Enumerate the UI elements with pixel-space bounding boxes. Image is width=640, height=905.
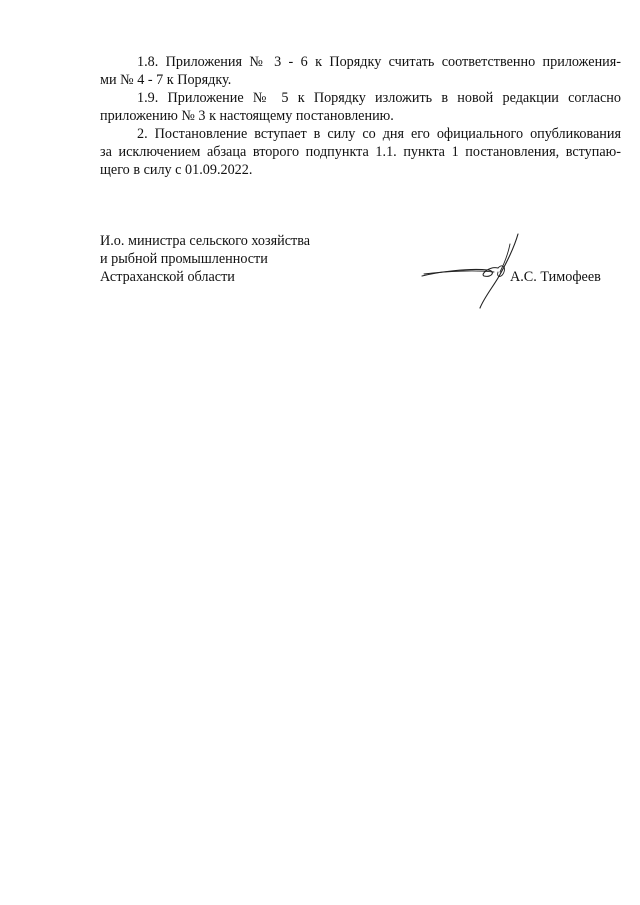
paragraph-3-line-3: щего в силу с 01.09.2022. [100,162,253,178]
signer-position-line-1: И.о. министра сельского хозяйства [100,233,311,249]
paragraph-3-line-1: 2. Постановление вступает в силу со дня его официального опубликования [137,126,621,142]
paragraph-2-line-1: 1.9. Приложение № 5 к Порядку изложить в новой редакции согласно [137,90,621,106]
paragraph-1-line-1: 1.8. Приложения № 3 - 6 к Порядку считать соответственно приложения- [137,54,621,70]
paragraph-2-line-2: приложению № 3 к настоящему постановлению. [100,108,394,124]
paragraph-1-line-2: ми № 4 - 7 к Порядку. [100,72,232,88]
paragraph-3-line-2: за исключением абзаца второго подпункта 1.1. пункта 1 постановления, вступаю- [100,144,621,160]
signer-position-line-3: Астраханской области [100,269,235,285]
signer-position-line-2: и рыбной промышленности [100,251,268,267]
signer-name: А.С. Тимофеев [510,269,601,285]
